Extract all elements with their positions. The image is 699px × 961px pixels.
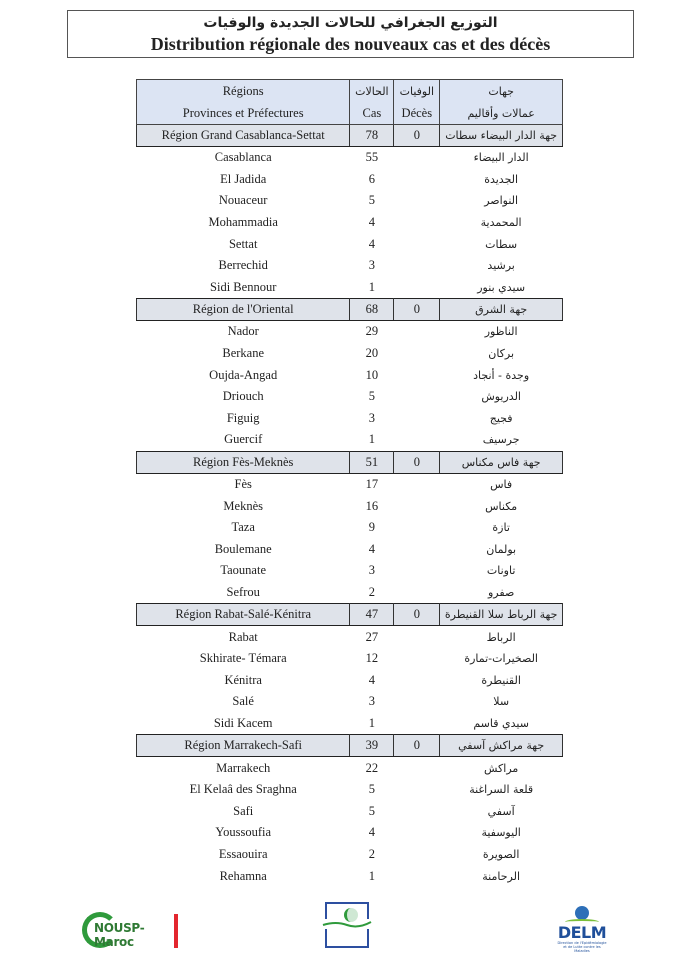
province-cases: 4: [368, 672, 375, 687]
province-deaths: [394, 669, 440, 691]
header-provinces: Provinces et Préfectures: [137, 102, 350, 125]
province-cases: 1: [368, 715, 375, 730]
province-deaths: [394, 757, 440, 779]
province-cases: 9: [368, 520, 375, 535]
province-cases: 1: [368, 279, 375, 294]
province-name: Oujda-Angad: [209, 367, 278, 382]
region-row: [137, 125, 563, 147]
province-deaths: [394, 255, 440, 277]
province-row: [137, 495, 563, 517]
province-name: Youssoufia: [215, 825, 272, 840]
province-name: Guercif: [224, 432, 263, 447]
province-name-ar: فاس: [490, 478, 513, 492]
region-row: [137, 299, 563, 321]
province-deaths: [394, 865, 440, 887]
province-name: Rehamna: [219, 868, 267, 883]
province-deaths: [394, 321, 440, 343]
province-name-ar: وجدة - أنجاد: [473, 368, 530, 382]
region-cases: 47: [350, 604, 394, 626]
region-deaths: 0: [394, 604, 440, 626]
province-name-ar: الجديدة: [484, 172, 519, 186]
province-name: Salé: [232, 694, 254, 709]
province-row: [137, 822, 563, 844]
province-deaths: [394, 800, 440, 822]
province-row: [137, 255, 563, 277]
region-deaths: 0: [394, 299, 440, 321]
province-name-ar: الناظور: [484, 325, 518, 339]
province-name: Driouch: [222, 389, 264, 404]
province-name: Kénitra: [224, 672, 262, 687]
province-cases: 10: [365, 367, 379, 382]
province-deaths: [394, 691, 440, 713]
province-name-ar: بركان: [488, 347, 515, 361]
province-cases: 5: [368, 193, 375, 208]
province-name: El Jadida: [220, 171, 267, 186]
province-row: [137, 539, 563, 561]
distribution-table: [136, 79, 563, 887]
province-name-ar: الصويرة: [482, 847, 520, 861]
province-name: Berkane: [222, 346, 265, 361]
region-cases: 39: [350, 735, 394, 757]
province-name: Sefrou: [226, 584, 260, 599]
province-cases: 4: [368, 215, 375, 230]
province-deaths: [394, 212, 440, 234]
region-name: Région Rabat-Salé-Kénitra: [137, 604, 350, 626]
province-name-ar: سيدي قاسم: [473, 716, 529, 730]
province-name-ar: آسفي: [487, 804, 515, 818]
province-name-ar: فجيج: [489, 411, 513, 425]
province-name: El Kelaâ des Sraghna: [189, 782, 297, 797]
province-cases: 20: [365, 346, 379, 361]
table-header-row: [137, 80, 563, 103]
province-name: Sidi Bennour: [210, 279, 277, 294]
province-name: Sidi Kacem: [213, 715, 273, 730]
region-name: Région de l'Oriental: [137, 299, 350, 321]
province-name-ar: اليوسفية: [481, 826, 521, 840]
nousp-red-bar: [174, 914, 178, 948]
delm-logo-subtitle: Direction de l'Epidémiologie et de Lutte contre les Maladies: [557, 941, 607, 953]
province-row: [137, 386, 563, 408]
province-name-ar: مكناس: [485, 499, 518, 513]
region-name: Région Fès-Meknès: [137, 451, 350, 473]
province-deaths: [394, 495, 440, 517]
province-name-ar: سيدي بنور: [477, 280, 526, 294]
province-name: Berrechid: [218, 258, 268, 273]
province-cases: 12: [365, 651, 379, 666]
province-row: [137, 343, 563, 365]
province-row: [137, 233, 563, 255]
region-cases: 78: [350, 125, 394, 147]
province-row: [137, 517, 563, 539]
province-row: [137, 473, 563, 495]
province-deaths: [394, 364, 440, 386]
province-cases: 29: [365, 324, 379, 339]
region-row: [137, 451, 563, 473]
province-name-ar: الدريوش: [481, 390, 521, 404]
province-deaths: [394, 473, 440, 495]
province-cases: 3: [368, 694, 375, 709]
region-cases: 68: [350, 299, 394, 321]
province-name-ar: الصخيرات-تمارة: [464, 652, 538, 666]
province-deaths: [394, 277, 440, 299]
province-row: [137, 212, 563, 234]
province-row: [137, 169, 563, 191]
province-cases: 3: [368, 258, 375, 273]
province-name-ar: برشيد: [487, 259, 515, 273]
region-name-ar: جهة الرباط سلا القنيطرة: [440, 604, 563, 626]
province-name: Boulemane: [214, 541, 272, 556]
province-name-ar: سطات: [485, 237, 518, 251]
province-name: Nouaceur: [218, 193, 268, 208]
province-cases: 2: [368, 584, 375, 599]
region-name-ar: جهة فاس مكناس: [440, 451, 563, 473]
province-row: [137, 364, 563, 386]
header-regions-ar: جهات: [440, 80, 563, 103]
region-row: [137, 604, 563, 626]
province-deaths: [394, 648, 440, 670]
province-cases: 2: [368, 846, 375, 861]
province-deaths: [394, 626, 440, 648]
region-name: Région Grand Casablanca-Settat: [137, 125, 350, 147]
province-row: [137, 757, 563, 779]
province-name: Safi: [233, 803, 254, 818]
wave-icon: [322, 920, 372, 928]
province-row: [137, 713, 563, 735]
province-name-ar: الرباط: [486, 630, 516, 644]
header-provinces-ar: عمالات وأقاليم: [440, 102, 563, 125]
province-cases: 3: [368, 563, 375, 578]
province-deaths: [394, 822, 440, 844]
province-name-ar: قلعة السراغنة: [469, 783, 534, 797]
province-deaths: [394, 560, 440, 582]
province-row: [137, 779, 563, 801]
province-deaths: [394, 169, 440, 191]
title-arabic: التوزيع الجغرافي للحالات الجديدة والوفيات: [203, 15, 498, 31]
province-name-ar: مراكش: [484, 761, 519, 775]
header-regions: Régions: [137, 80, 350, 103]
province-row: [137, 147, 563, 169]
province-cases: 5: [368, 389, 375, 404]
region-deaths: 0: [394, 451, 440, 473]
province-cases: 17: [365, 477, 379, 492]
province-row: [137, 626, 563, 648]
province-name-ar: صفرو: [488, 585, 515, 599]
province-deaths: [394, 779, 440, 801]
province-row: [137, 582, 563, 604]
province-name: Fès: [234, 477, 252, 492]
province-row: [137, 844, 563, 866]
province-cases: 5: [368, 782, 375, 797]
province-name-ar: تازة: [492, 521, 510, 535]
province-deaths: [394, 386, 440, 408]
province-name-ar: الدار البيضاء: [473, 151, 529, 165]
title-box: [67, 10, 634, 58]
province-row: [137, 560, 563, 582]
province-cases: 27: [365, 629, 379, 644]
table-header-row: [137, 102, 563, 125]
province-name: Casablanca: [214, 150, 272, 165]
province-row: [137, 321, 563, 343]
province-row: [137, 669, 563, 691]
region-name-ar: جهة الشرق: [440, 299, 563, 321]
province-row: [137, 408, 563, 430]
province-cases: 1: [368, 432, 375, 447]
province-row: [137, 277, 563, 299]
province-cases: 4: [368, 236, 375, 251]
province-deaths: [394, 539, 440, 561]
province-row: [137, 691, 563, 713]
province-name: Rabat: [228, 629, 258, 644]
header-deaths: Décès: [394, 102, 440, 125]
province-name-ar: تاونات: [486, 564, 516, 578]
province-deaths: [394, 147, 440, 169]
province-cases: 5: [368, 803, 375, 818]
region-deaths: 0: [394, 125, 440, 147]
title-french: Distribution régionale des nouveaux cas et des décès: [150, 34, 551, 54]
province-name: Taounate: [220, 563, 267, 578]
province-deaths: [394, 844, 440, 866]
province-row: [137, 865, 563, 887]
province-cases: 4: [368, 541, 375, 556]
province-deaths: [394, 190, 440, 212]
province-name: Essaouira: [218, 846, 268, 861]
footer-logos: [0, 900, 699, 960]
province-name: Meknès: [223, 498, 263, 513]
region-name-ar: جهة مراكش آسفي: [440, 735, 563, 757]
province-cases: 3: [368, 410, 375, 425]
province-name-ar: القنيطرة: [481, 673, 521, 687]
header-deaths-ar: الوفيات: [394, 80, 440, 103]
province-cases: 55: [365, 150, 379, 165]
delm-logo-text: DELM: [557, 923, 607, 942]
province-name-ar: النواصر: [484, 194, 519, 208]
province-name: Figuig: [226, 410, 260, 425]
province-name: Nador: [227, 324, 259, 339]
province-deaths: [394, 343, 440, 365]
region-name: Région Marrakech-Safi: [137, 735, 350, 757]
province-name: Mohammadia: [208, 215, 278, 230]
province-name-ar: سلا: [493, 695, 510, 709]
header-cases-ar: الحالات: [350, 80, 394, 103]
province-deaths: [394, 713, 440, 735]
province-cases: 6: [368, 171, 375, 186]
province-deaths: [394, 233, 440, 255]
province-cases: 1: [368, 868, 375, 883]
province-row: [137, 648, 563, 670]
delm-dot-icon: [575, 906, 589, 920]
province-deaths: [394, 429, 440, 451]
region-cases: 51: [350, 451, 394, 473]
region-deaths: 0: [394, 735, 440, 757]
region-name-ar: جهة الدار البيضاء سطات: [440, 125, 563, 147]
header-cases: Cas: [350, 102, 394, 125]
nousp-logo: [80, 908, 180, 952]
province-name: Settat: [228, 236, 258, 251]
province-deaths: [394, 582, 440, 604]
province-deaths: [394, 408, 440, 430]
province-name-ar: الرحامنة: [482, 869, 521, 883]
province-name: Marrakech: [216, 760, 271, 775]
ministry-logo: [322, 902, 372, 950]
nousp-logo-text: NOUSP-Maroc: [94, 921, 145, 949]
province-cases: 16: [365, 498, 379, 513]
province-name: Taza: [231, 520, 255, 535]
region-row: [137, 735, 563, 757]
province-name-ar: المحمدية: [480, 216, 522, 230]
province-cases: 22: [365, 760, 379, 775]
province-name: Skhirate- Témara: [199, 651, 287, 666]
province-row: [137, 800, 563, 822]
province-cases: 4: [368, 825, 375, 840]
province-name-ar: جرسيف: [482, 433, 520, 447]
province-name-ar: بولمان: [486, 542, 517, 556]
province-row: [137, 429, 563, 451]
delm-logo: [557, 906, 607, 954]
province-deaths: [394, 517, 440, 539]
province-row: [137, 190, 563, 212]
